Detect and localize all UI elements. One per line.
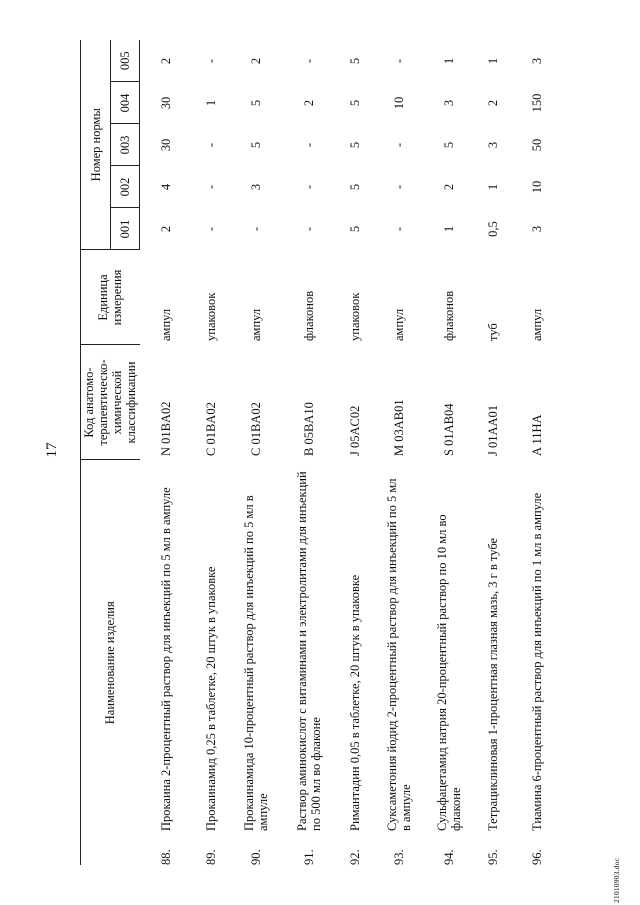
norm-004-value: 5 [248,99,263,107]
norm-005-value: - [391,58,406,64]
unit: ампул [158,308,173,341]
unit: упаковок [347,292,362,341]
table-row [474,40,512,865]
norm-003-value: - [301,142,316,148]
header-norm-003: 003 [111,124,140,166]
row-number: 91. [301,849,316,865]
unit: ампул [248,308,263,341]
norm-001-value: - [301,226,316,232]
norm-001-value: 0,5 [485,221,500,237]
norm-001-value: - [203,226,218,232]
header-norm-002: 002 [111,166,140,208]
atc-code: A 11HA [529,414,544,456]
norm-002-value: 10 [529,180,544,194]
norm-003-value: - [391,142,406,148]
atc-code: B 05BA10 [301,402,316,456]
atc-code: M 03AB01 [391,399,406,456]
product-name: Тиамина 6-процентный раствор для инъекций по 1 мл в ампуле [529,492,544,831]
row-number: 95. [485,849,500,865]
norm-001-value: 3 [529,225,544,233]
norm-001-value: 2 [158,225,173,233]
atc-code: J 01AA01 [485,404,500,456]
atc-code: N 01BA02 [158,401,173,456]
norm-004-value: 2 [485,99,500,107]
row-number: 94. [441,849,456,865]
atc-code: J 05AC02 [347,405,362,456]
norm-002-value: 1 [485,183,500,191]
norm-005-value: - [203,58,218,64]
norm-001-value: 5 [347,225,362,233]
row-number: 92. [347,849,362,865]
norm-003-value: 5 [248,141,263,149]
atc-code: C 01BA02 [248,402,263,456]
norm-002-value: - [203,184,218,190]
norm-002-value: 5 [347,183,362,191]
row-number: 96. [529,849,544,865]
norm-005-value: - [301,58,316,64]
norm-004-value: 150 [529,93,544,113]
norm-003-value: 50 [529,138,544,152]
norm-002-value: 3 [248,183,263,191]
header-product-name: Наименование изделия [81,460,140,865]
norm-005-value: 3 [529,57,544,65]
row-number: 89. [203,849,218,865]
norm-001-value: - [391,226,406,232]
norms-table [80,40,562,865]
norm-005-value: 5 [347,57,362,65]
norm-002-value: - [301,184,316,190]
product-name: Суксаметония йодид 2-процентный раствор для инъекций по 5 мл в ампуле [384,478,413,831]
product-name: Прокаинамид 0,25 в таблетке, 20 штук в упаковке [203,566,218,831]
header-norm-number: Номер нормы [81,40,111,250]
norm-005-value: 2 [248,57,263,65]
norm-003-value: 3 [485,141,500,149]
row-number: 90. [248,849,263,865]
unit: ампул [391,308,406,341]
norm-004-value: 2 [301,99,316,107]
header-norm-001: 001 [111,208,140,250]
norm-005-value: 1 [441,57,456,65]
page-number: 17 [44,442,60,458]
norm-003-value: 30 [158,138,173,152]
product-name: Тетрациклиновая 1-процентная глазная мазь, 3 г в тубе [485,537,500,831]
norm-002-value: - [391,184,406,190]
norm-005-value: 1 [485,57,500,65]
norm-004-value: 10 [391,96,406,110]
unit: флаконов [441,290,456,341]
footer-file-code: 21010903.doc [612,857,621,903]
norm-004-value: 3 [441,99,456,107]
norm-003-value: 5 [441,141,456,149]
atc-code: C 01BA02 [203,402,218,456]
atc-code: S 01AB04 [441,403,456,456]
norm-004-value: 1 [203,99,218,107]
norm-004-value: 5 [347,99,362,107]
row-number: 93. [391,849,406,865]
table-row [374,40,424,865]
norm-003-value: 5 [347,141,362,149]
norm-004-value: 30 [158,96,173,110]
table-row [192,40,230,865]
header-atc-code: Код анатомо-терапевтическо-химической классификации [81,345,140,460]
unit: туб [485,323,500,341]
header-norm-005: 005 [111,40,140,82]
product-name: Римантадин 0,05 в таблетке, 20 штук в упаковке [347,574,362,831]
product-name: Раствор аминокислот с витаминами и электролитами для инъекций по 500 мл во флаконе [294,471,323,831]
table-row [424,40,474,865]
row-number: 88. [158,849,173,865]
norm-001-value: - [248,226,263,232]
product-name: Сульфацетамид натрия 20-процентный раствор по 10 мл во флаконе [434,514,463,831]
norm-002-value: 2 [441,183,456,191]
norm-005-value: 2 [158,57,173,65]
table-row [512,40,562,865]
unit: упаковок [203,292,218,341]
header-unit: Единица измерения [81,250,140,345]
table-row [140,40,192,865]
product-name: Прокаина 2-процентный раствор для инъекций по 5 мл в ампуле [158,487,173,831]
product-name: Прокаинамида 10-процентный раствор для инъекций по 5 мл в ампуле [241,495,270,831]
unit: ампул [529,308,544,341]
norm-003-value: - [203,142,218,148]
table-row [282,40,336,865]
table-row [336,40,374,865]
header-norm-004: 004 [111,82,140,124]
norm-002-value: 4 [158,183,173,191]
table-row [230,40,282,865]
norm-001-value: 1 [441,225,456,233]
unit: флаконов [301,290,316,341]
